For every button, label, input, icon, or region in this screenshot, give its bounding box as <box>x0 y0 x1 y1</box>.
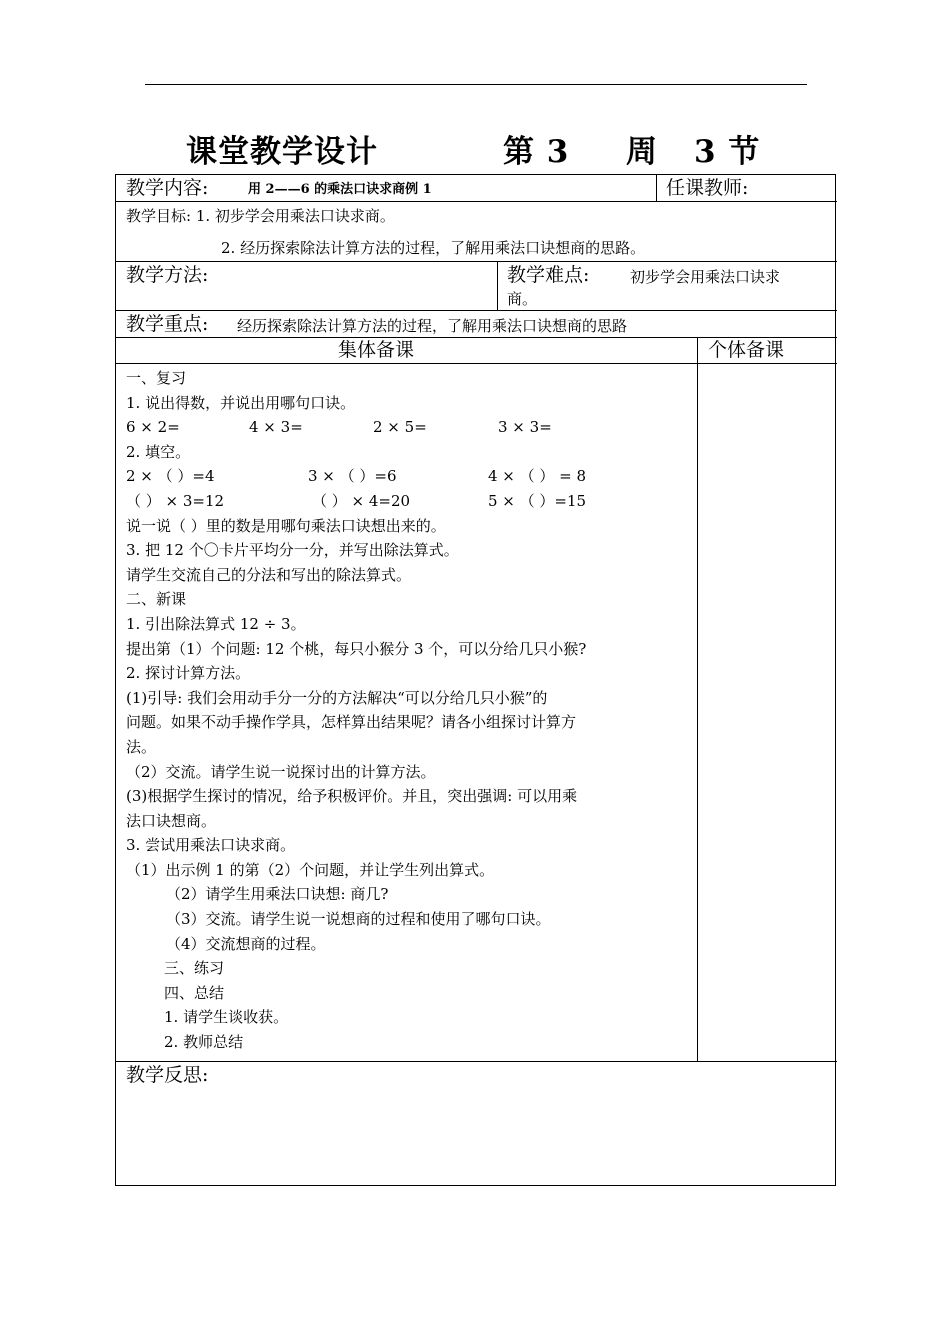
new-lesson-heading: 二、新课 <box>126 590 187 609</box>
new-lesson-step-2a-cont: 法。 <box>126 737 157 756</box>
goal-line-1: 教学目标: 1. 初步学会用乘法口诀求商。 <box>126 207 395 225</box>
new-lesson-step-2a-cont: 问题。如果不动手操作学具，怎样算出结果呢？请各小组探讨计算方 <box>126 713 577 732</box>
new-lesson-step-2b: （2）交流。请学生说一说探讨出的计算方法。 <box>126 762 436 781</box>
summary-item-1: 1. 请学生谈收获。 <box>164 1008 289 1027</box>
row-divider <box>116 310 837 311</box>
review-q2: 2. 填空。 <box>126 442 191 461</box>
col-divider <box>497 261 498 310</box>
new-lesson-step-3c: （3）交流。请学生说一说想商的过程和使用了哪句口诀。 <box>166 910 551 929</box>
review-say: 说一说（ ）里的数是用哪句乘法口诀想出来的。 <box>126 516 446 535</box>
q1-item: 6 × 2= <box>126 418 180 437</box>
q1-item: 2 × 5= <box>373 418 427 437</box>
week-number: 第 3 <box>503 134 570 170</box>
review-heading: 一、复习 <box>126 369 187 387</box>
fill-blank-item: 5 × （ ）=15 <box>488 491 587 510</box>
col-divider <box>656 175 657 201</box>
content-label: 教学内容: <box>126 177 209 199</box>
new-lesson-step-2: 2. 探讨计算方法。 <box>126 664 251 683</box>
q1-item: 3 × 3= <box>498 418 552 437</box>
fill-blank-item: 2 × （ ）=4 <box>126 467 215 486</box>
new-lesson-step-3b: （2）请学生用乘法口诀想: 商几? <box>166 885 389 904</box>
new-lesson-step-1b: 提出第（1）个问题: 12 个桃，每只小猴分 3 个，可以分给几只小猴? <box>126 639 587 658</box>
new-lesson-step-2c-cont: 法口诀想商。 <box>126 811 217 830</box>
summary-item-2: 2. 教师总结 <box>164 1033 244 1052</box>
header-rule <box>145 84 807 85</box>
fill-blank-item: （ ） × 4=20 <box>312 491 411 510</box>
fill-blank-item: 3 × （ ）=6 <box>308 467 397 486</box>
row-divider <box>116 201 837 202</box>
review-q2-row-1 <box>126 464 701 489</box>
difficulty-label: 教学难点: <box>507 264 590 286</box>
new-lesson-step-2a: (1)引导: 我们会用动手分一分的方法解决“可以分给几只小猴”的 <box>126 688 548 707</box>
week-label: 周 <box>626 134 658 170</box>
review-q2-row-2 <box>126 489 701 514</box>
section-number: 3 节 <box>694 134 761 170</box>
new-lesson-step-1: 1. 引出除法算式 12 ÷ 3。 <box>126 614 306 633</box>
new-lesson-step-2c: (3)根据学生探讨的情况，给予积极评价。并且，突出强调: 可以用乘 <box>126 787 578 806</box>
focus-label: 教学重点: <box>126 313 209 335</box>
review-q3b: 请学生交流自己的分法和写出的除法算式。 <box>126 565 412 584</box>
individual-prep-header: 个体备课 <box>708 339 785 361</box>
review-q1: 1. 说出得数，并说出用哪句口诀。 <box>126 393 356 412</box>
focus-value: 经历探索除法计算方法的过程，了解用乘法口诀想商的思路 <box>237 317 628 335</box>
fill-blank-item: （ ） × 3=12 <box>126 491 225 510</box>
content-value: 用 2——6 的乘法口诀求商例 1 <box>248 182 432 197</box>
new-lesson-step-3a: （1）出示例 1 的第（2）个问题，并让学生列出算式。 <box>126 860 495 879</box>
teacher-label: 任课教师: <box>666 177 749 199</box>
fill-blank-item: 4 × （ ） = 8 <box>488 467 587 486</box>
title-text: 课堂教学设计 <box>186 134 378 170</box>
group-prep-content <box>126 366 701 1055</box>
review-q1-items <box>126 415 701 440</box>
row-divider <box>116 261 837 262</box>
difficulty-continued: 商。 <box>507 290 538 308</box>
reflection-label: 教学反思: <box>126 1064 209 1086</box>
new-lesson-step-3: 3. 尝试用乘法口诀求商。 <box>126 836 296 855</box>
row-divider <box>116 363 837 364</box>
summary-heading: 四、总结 <box>164 983 225 1002</box>
difficulty-value: 初步学会用乘法口诀求 <box>630 268 781 286</box>
review-q3: 3. 把 12 个〇卡片平均分一分，并写出除法算式。 <box>126 541 459 560</box>
row-divider <box>116 1061 837 1062</box>
q1-item: 4 × 3= <box>249 418 303 437</box>
practice-heading: 三、练习 <box>164 959 225 978</box>
new-lesson-step-3d: （4）交流想商的过程。 <box>166 934 326 953</box>
method-label: 教学方法: <box>126 264 209 286</box>
group-prep-header: 集体备课 <box>338 339 415 361</box>
goal-line-2: 2. 经历探索除法计算方法的过程，了解用乘法口诀想商的思路。 <box>221 239 646 257</box>
row-divider <box>116 337 837 338</box>
lesson-plan-table <box>115 174 836 1186</box>
